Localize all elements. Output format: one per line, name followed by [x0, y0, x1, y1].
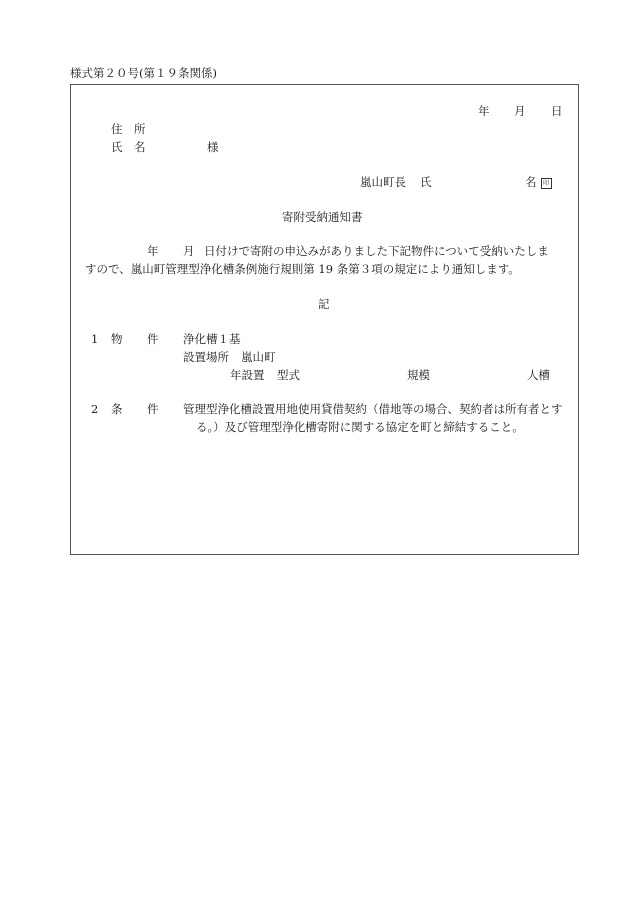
item1-line1: 浄化槽１基: [183, 332, 241, 346]
body-month: 月: [183, 244, 195, 258]
name-label: 氏 名: [111, 140, 146, 154]
date-year: 年: [478, 104, 490, 118]
item2-label-a: 条: [111, 402, 123, 416]
item2-number: 2: [91, 402, 99, 416]
address-label: 住 所: [111, 122, 146, 136]
item1-label-a: 物: [111, 332, 123, 346]
ki-mark: 記: [318, 297, 330, 311]
item1-scale: 規模: [407, 368, 430, 382]
item1-capacity: 人槽: [527, 368, 550, 382]
item1-number: 1: [91, 332, 99, 346]
sender-title: 嵐山町長: [360, 175, 406, 189]
item2-line1: 管理型浄化槽設置用地使用貸借契約（借地等の場合、契約者は所有者とす: [183, 402, 563, 416]
item2-label-b: 件: [147, 402, 159, 416]
body-line2: すので、嵐山町管理型浄化槽条例施行規則第 19 条第３項の規定により通知します。: [85, 262, 520, 276]
item1-label-b: 件: [147, 332, 159, 346]
sender-given-text: 名: [525, 175, 537, 189]
item2-line2: る。）及び管理型浄化槽寄附に関する協定を町と締結すること。: [196, 420, 524, 434]
sender-family: 氏: [420, 175, 432, 189]
form-box: [70, 84, 579, 555]
seal-mark: 印: [541, 178, 552, 189]
document-title: 寄附受納通知書: [282, 210, 363, 224]
sender-given: [525, 177, 552, 189]
body-year: 年: [147, 244, 159, 258]
item1-model: 型式: [277, 368, 300, 382]
body-line1: 日付けで寄附の申込みがありました下記物件について受納いたしま: [204, 244, 549, 258]
date-month: 月: [514, 104, 526, 118]
item1-location-value: 嵐山町: [241, 350, 276, 364]
item1-location-label: 設置場所: [183, 350, 229, 364]
honorific: 様: [207, 140, 219, 154]
item1-installed: 年設置: [230, 368, 265, 382]
date-day: 日: [551, 104, 563, 118]
form-label: 様式第２０号(第１９条関係): [70, 66, 217, 80]
